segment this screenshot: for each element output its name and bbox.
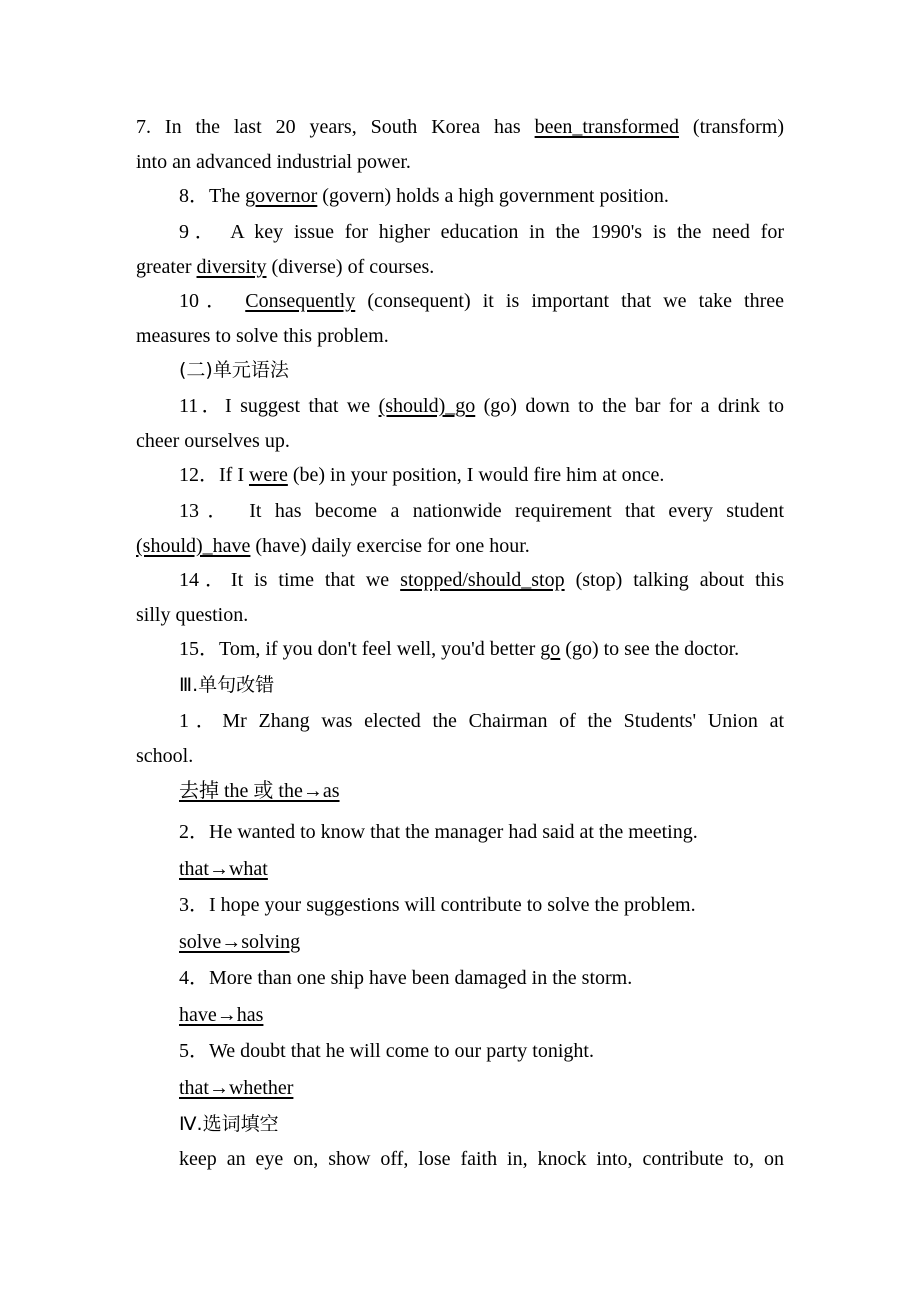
section-heading-grammar: (二)单元语法 (179, 359, 289, 381)
correction-3-answer: solve→solving (179, 931, 301, 953)
question-14-line-2: silly question. (136, 604, 249, 626)
correction-5: 5．We doubt that he will come to our party tonight. (179, 1040, 594, 1062)
question-12: 12．If I were (be) in your position, I would fire him at once. (179, 464, 665, 486)
question-8: 8．The governor (govern) holds a high government position. (179, 185, 669, 207)
correction-4: 4．More than one ship have been damaged in the storm. (179, 967, 633, 989)
question-7-line-1: 7. In the last 20 years, South Korea has been_transformed (transform) (136, 116, 785, 138)
question-11-line-2: cheer ourselves up. (136, 430, 290, 452)
question-15: 15．Tom, if you don't feel well, you'd better go (go) to see the doctor. (179, 638, 740, 660)
correction-1-answer: 去掉 the 或 the→as (179, 780, 340, 802)
question-9-line-1: 9． A key issue for higher education in the 1990's is the need for (179, 221, 784, 243)
question-13-line-1: 13． It has become a nationwide requirement that every student (179, 500, 784, 522)
answer-11: (should)_go (378, 395, 476, 417)
correction-1-line-2: school. (136, 745, 194, 767)
question-11-line-1: 11．I suggest that we (should)_go (go) down to the bar for a drink to (179, 395, 784, 417)
question-9-line-2: greater diversity (diverse) of courses. (136, 256, 435, 278)
answer-15: go (540, 638, 561, 660)
answer-8: governor (245, 185, 318, 207)
answer-10: Consequently (245, 290, 356, 312)
section-heading-correction: Ⅲ.单句改错 (179, 674, 275, 696)
correction-3: 3．I hope your suggestions will contribute to solve the problem. (179, 894, 696, 916)
question-13-line-2: (should)_have (have) daily exercise for one hour. (136, 535, 530, 557)
correction-1-line-1: 1．Mr Zhang was elected the Chairman of the Students' Union at (179, 710, 784, 732)
correction-5-answer: that→whether (179, 1077, 294, 1099)
answer-7: been_transformed (534, 116, 679, 138)
correction-2-answer: that→what (179, 858, 268, 880)
question-10-line-2: measures to solve this problem. (136, 325, 389, 347)
answer-14: stopped/should_stop (400, 569, 565, 591)
question-7-line-2: into an advanced industrial power. (136, 151, 411, 173)
answer-9: diversity (196, 256, 267, 278)
section-heading-fill: Ⅳ.选词填空 (179, 1113, 279, 1135)
correction-2: 2．He wanted to know that the manager had said at the meeting. (179, 821, 698, 843)
question-10-line-1: 10． Consequently (consequent) it is important that we take three (179, 290, 784, 312)
answer-12: were (248, 464, 288, 486)
question-14-line-1: 14．It is time that we stopped/should_stop (stop) talking about this (179, 569, 784, 591)
answer-13: (should)_have (136, 535, 251, 557)
correction-4-answer: have→has (179, 1004, 264, 1026)
phrase-list: keep an eye on, show off, lose faith in, knock into, contribute to, on (179, 1148, 784, 1170)
